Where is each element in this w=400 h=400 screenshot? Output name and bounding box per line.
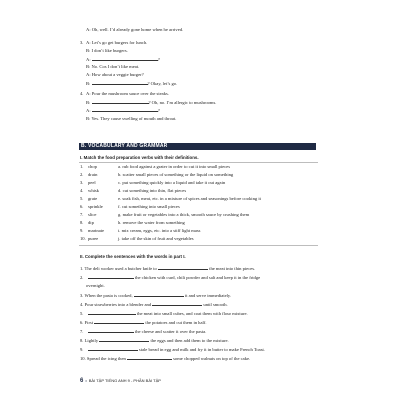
sentence-text: the eggs and then add them to the mixture. (150, 338, 229, 343)
table-top-rule (79, 162, 318, 163)
sentence-text: Pour strawberries into a blender and (84, 302, 152, 307)
row-number: 9. (80, 228, 84, 233)
section-title: B. VOCABULARY AND GRAMMAR (81, 143, 168, 150)
sentence-5 (80, 310, 248, 316)
dialog-3-number: 3. (80, 40, 84, 45)
footer-book-title: BÀI TẬP TIẾNG ANH 9 - PHẦN BÀI TẬP (88, 378, 161, 383)
row-number: 1. (80, 164, 84, 169)
blank-suffix: ? Okay, let’s go. (147, 81, 178, 86)
verb-cell: sprinkle (88, 204, 103, 209)
sentence-number: 2. (80, 275, 84, 280)
speaker-label: A: (86, 57, 91, 62)
sentence-4 (80, 301, 228, 307)
verb-cell: slice (88, 212, 97, 217)
dialog-gap-line (86, 99, 216, 105)
answer-blank[interactable] (134, 292, 184, 297)
answer-blank[interactable] (88, 328, 134, 333)
sentence-6 (80, 319, 206, 325)
answer-blank[interactable] (94, 319, 144, 324)
dialog-gap-line (86, 80, 177, 86)
sentence-number: 4. (80, 302, 84, 307)
sentence-number: 7. (80, 329, 84, 334)
dialog-line: B: No. Cos I don’t like meat. (86, 64, 140, 69)
dialog-gap-line (86, 56, 160, 62)
sentence-text: First (84, 320, 94, 325)
dialog-4-number: 4. (80, 91, 84, 96)
definition-cell: g. make fruit or vegetables into a thick, smooth sauce by crushing them (118, 212, 250, 217)
page-footer (80, 378, 161, 384)
speaker-label: B: (86, 81, 91, 86)
row-number: 8. (80, 220, 84, 225)
verb-cell: grate (88, 196, 98, 201)
sentence-number: 5. (80, 311, 84, 316)
sentence-1 (80, 265, 255, 271)
table-bottom-rule (79, 245, 318, 246)
sentence-text: the meat into thin pieces. (209, 266, 256, 271)
footer-bullet: • (85, 378, 87, 383)
definition-cell: e. soak fish, meat, etc. in a mixture of spices and seasonings before cooking it (118, 196, 261, 201)
sentence-text: until smooth. (203, 302, 228, 307)
speaker-label: B: (86, 100, 91, 105)
answer-blank[interactable] (92, 107, 158, 112)
answer-blank[interactable] (92, 80, 148, 85)
sentence-text: Spread the icing then (86, 356, 126, 361)
definition-cell: h. remove the water from something (118, 220, 185, 225)
dialog-gap-line (86, 107, 160, 113)
row-number: 10. (80, 236, 86, 241)
verb-cell: drain (88, 172, 98, 177)
row-number: 7. (80, 212, 84, 217)
blank-suffix: ? (157, 57, 160, 62)
sentence-number: 8. (80, 338, 84, 343)
answer-blank[interactable] (92, 56, 158, 61)
sentence-text: the meat into small cubes, and coat them with flour mixture. (136, 311, 248, 316)
blank-suffix: ? (157, 108, 160, 113)
sentence-number: 9. (80, 347, 84, 352)
sentence-10 (80, 355, 250, 361)
definition-cell: j. take off the skin of fruit and vegetables (118, 236, 194, 241)
definition-cell: f. cut something into small pieces (118, 204, 180, 209)
sentence-text: some chopped walnuts on top of the cake. (173, 356, 251, 361)
sentence-text: When the pasta is cooked, (84, 293, 133, 298)
verb-cell: whisk (88, 188, 99, 193)
sentence-text: The deli worker used a butcher knife to (84, 266, 157, 271)
sentence-2-continued: overnight. (86, 283, 105, 288)
verb-cell: puree (88, 236, 99, 241)
sentence-number: 1. (80, 266, 84, 271)
sentence-text: stale bread in egg and milk and fry it in butter to make French Toast. (138, 347, 265, 352)
row-number: 6. (80, 204, 84, 209)
sentence-text: the cheese and scatter it over the pasta. (134, 329, 207, 334)
definition-cell: i. mix cream, eggs, etc. into a stiff light mass (118, 228, 201, 233)
verb-cell: dip (88, 220, 94, 225)
sentence-3 (80, 292, 231, 298)
sentence-number: 6. (80, 320, 84, 325)
definition-cell: c. put something quickly into a liquid and take it out again (118, 180, 226, 185)
verb-cell: chop (88, 164, 97, 169)
sentence-text: Lightly (84, 338, 99, 343)
page-number: 6 (80, 378, 84, 384)
dialog-line: A: Pour the mushroom sauce over the steaks. (86, 91, 169, 96)
sentence-7 (80, 328, 206, 334)
answer-blank[interactable] (92, 99, 149, 104)
answer-blank[interactable] (88, 274, 134, 279)
speaker-label: A: (86, 108, 91, 113)
blank-suffix: ? Oh, no. I’m allergic to mushrooms. (148, 100, 217, 105)
sentence-number: 10. (80, 356, 86, 361)
answer-blank[interactable] (127, 355, 172, 360)
answer-blank[interactable] (158, 265, 208, 270)
verb-cell: marinate (88, 228, 105, 233)
part-1-heading: I. Match the food preparation verbs with their definitions. (80, 155, 199, 160)
sentence-9 (80, 346, 265, 352)
dialog-line: B: Yes. They cause swelling of mouth and throat. (86, 116, 177, 121)
sentence-text: the chicken with curd, chili powder and salt and keep it in the fridge (134, 275, 261, 280)
dialog-line: A: Oh, well. I’d already gone home when he arrived. (86, 27, 184, 32)
sentence-2 (80, 274, 260, 280)
answer-blank[interactable] (88, 310, 136, 315)
sentence-text: the potatoes and cut them in half. (145, 320, 207, 325)
dialog-line: B: I don’t like burgers. (86, 48, 128, 53)
answer-blank[interactable] (88, 346, 138, 351)
verb-cell: peel (88, 180, 96, 185)
answer-blank[interactable] (99, 337, 149, 342)
definition-cell: b. scatter small pieces of something or the liquid on something (118, 172, 234, 177)
definition-cell: d. cut something into thin, flat pieces (118, 188, 187, 193)
row-number: 4. (80, 188, 84, 193)
dialog-line: A: How about a veggie burger? (86, 72, 144, 77)
sentence-8 (80, 337, 229, 343)
row-number: 2. (80, 172, 84, 177)
sentence-number: 3. (80, 293, 84, 298)
dialog-line: A: Let’s go get burgers for lunch. (86, 40, 148, 45)
part-2-heading: II. Complete the sentences with the words in part I. (80, 254, 186, 259)
sentence-text: it and serve immediately. (184, 293, 232, 298)
row-number: 3. (80, 180, 84, 185)
definition-cell: a. rub food against a grater in order to cut it into small pieces (118, 164, 231, 169)
answer-blank[interactable] (152, 301, 202, 306)
row-number: 5. (80, 196, 84, 201)
